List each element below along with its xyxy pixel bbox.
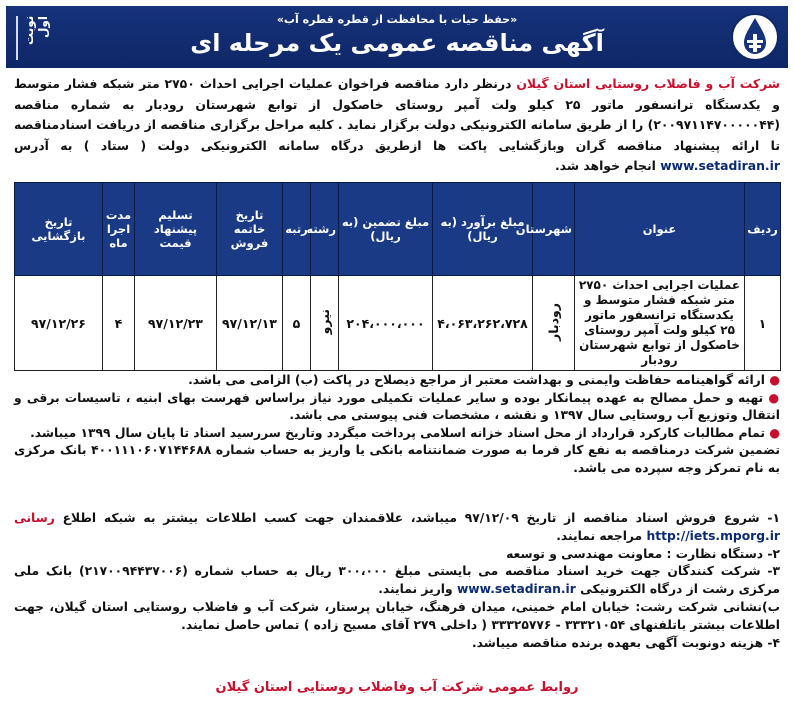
cell-field-text: نیرو [317, 308, 332, 335]
item-sale-start [14, 510, 780, 546]
slogan: «حفظ حیات با محافظت از قطره قطره آب» [276, 13, 518, 26]
intro-tail: انجام خواهد شد. [554, 158, 661, 173]
list-item-text: تمام مطالبات کارکرد قرارداد از محل اسناد خزانه اسلامی پرداخت میگردد وتاریخ سررسید اسناد تا پایان سال ۱۳۹۹ میباشد. [30, 425, 765, 440]
cell-subject: عملیات اجرایی احداث ۲۷۵۰ متر شبکه فشار متوسط و یکدستگاه ترانسفور ماتور ۲۵ کیلو ولت آمپر روستای خاصکول از توابع شهرستان رودبار [575, 276, 745, 371]
item-purchase-tail: واریز نمایند. [378, 582, 457, 597]
list-item-text: ارائه گواهینامه حفاظت وایمنی و بهداشت معتبر از مراجع ذیصلاح در پاکت (ب) الزامی می باشد. [188, 373, 765, 387]
intro-body: درنظر دارد مناقصه فراخوان عملیات اجرایی احداث ۲۷۵۰ متر شبکه فشار متوسط و یکدستگاه ترانسفور ماتور ۲۵ کیلو ولت آمپر روستای خاصکول از توابع شهرستان رودبار به شماره مناقصه (۲۰۰۹۷۱۱۴۷۰۰۰۰۰۴۴) را از طریق سامانه الکترونیکی دولت برگزار نماید . کلیه مراحل برگزاری مناقصه از دریافت اسنادمناقصه تا ارائه پیشنهاد مناقصه گران وبازگشایی پاکت ها ازطریق درگاه سامانه الکترونیکی دولت ( ستاد ) به آدرس [14, 76, 780, 153]
col-header-opening: تاریخ بازگشایی [15, 183, 103, 276]
bullet-icon: ● [764, 373, 780, 387]
cell-grade: ۵ [283, 276, 311, 371]
list-item [14, 425, 780, 443]
page-title: آگهی مناقصه عمومی یک مرحله ای [190, 29, 604, 57]
cell-estimate: ۴،۰۶۳،۲۶۲،۷۲۸ [433, 276, 533, 371]
setad-link[interactable]: www.setadiran.ir [456, 582, 576, 597]
list-item-text: تهیه و حمل مصالح به عهده پیمانکار بوده و سایر عملیات تکمیلی مورد نیاز براساس فهرست بهای ابنیه ، تاسیسات برقی و انتقال وتوزیع آب روستایی سال ۱۳۹۷ و نقشه ، مشخصات فنی پیوستی می باشد. [14, 390, 780, 422]
col-header-index: ردیف [745, 183, 781, 276]
item-sale-start-red: رسانی [14, 511, 55, 525]
tender-table [14, 182, 781, 371]
round-badge [16, 16, 54, 60]
col-header-field: رشته [311, 183, 339, 276]
setad-site-link[interactable]: www.setadiran.ir [660, 158, 780, 173]
list-item [14, 372, 780, 390]
col-header-sale-end: تاریخ خاتمه فروش [217, 183, 283, 276]
cell-duration: ۴ [103, 276, 135, 371]
col-header-grade: رتبه [283, 183, 311, 276]
numbered-items [14, 510, 780, 652]
col-header-estimate: مبلغ برآورد (به ریال) [433, 183, 533, 276]
list-item [14, 390, 780, 425]
cell-sale-end: ۹۷/۱۲/۱۳ [217, 276, 283, 371]
cell-opening: ۹۷/۱۲/۲۶ [15, 276, 103, 371]
item-purchase [14, 563, 780, 599]
table-row [15, 276, 781, 371]
col-header-bid-submit: تسلیم پیشنهاد قیمت [135, 183, 217, 276]
item-ad-cost: ۴- هزینه دونوبت آگهی بعهده برنده مناقصه میباشد. [472, 635, 780, 650]
conditions-list [14, 372, 780, 477]
cell-guarantee: ۲۰۴،۰۰۰،۰۰۰ [339, 276, 433, 371]
organization-name: شرکت آب و فاضلاب روستایی استان گیلان [516, 76, 780, 91]
item-sale-start-tail: مراجعه نمایند. [556, 528, 647, 543]
intro-paragraph [14, 74, 780, 177]
bullet-icon: ● [763, 390, 780, 405]
col-header-guarantee: مبلغ تضمین (به ریال) [339, 183, 433, 276]
guarantee-note: تضمین شرکت درمناقصه به نفع کار فرما به صورت ضمانتنامه بانکی یا واریز به حساب شماره ۴۰۰۱۱۱۰۶۰۷۱۴۴۶۸۸ بانک مرکزی به نام تمرکز وجه سپرده می باشد. [14, 443, 780, 475]
cell-city [533, 276, 575, 371]
cell-bid-submit: ۹۷/۱۲/۲۳ [135, 276, 217, 371]
item-purchase-text: ۳- شرکت کنندگان جهت خرید اسناد مناقصه می بایستی مبلغ ۳۰۰،۰۰۰ ریال به حساب شماره (۲۱۷۰۰۹۴۴۳۷۰۰۶) بانک ملی مرکزی رشت از درگاه الکترونیکی [14, 564, 780, 597]
header-banner [6, 6, 788, 68]
cell-field [311, 276, 339, 371]
item-address: ب)نشانی شرکت رشت: خیابان امام خمینی، میدان فرهنگ، خیابان پرستار، شرکت آب و فاضلاب روستایی استان گیلان، جهت اطلاعات بیشتر باتلفنهای ۳۳۳۲۱۰۵۴ - ۳۳۳۲۵۷۷۶ ( داخلی ۲۷۹ آقای مسیح زاده ) تماس حاصل نمایند. [14, 599, 780, 632]
item-sale-start-text: ۱- شروع فروش اسناد مناقصه از تاریخ ۹۷/۱۲/۰۹ میباشد، علاقمندان جهت کسب اطلاعات بیشتر به شبکه اطلاع [54, 511, 781, 525]
col-header-duration: مدت اجرا ماه [103, 183, 135, 276]
table-header-row [15, 183, 781, 276]
item-supervision: ۲- دستگاه نظارت : معاونت مهندسی و توسعه [506, 546, 780, 561]
col-header-subject: عنوان [575, 183, 745, 276]
cell-city-text: رودبار [546, 302, 561, 341]
round-badge-label: نوبت اول [22, 16, 50, 46]
bullet-icon: ● [764, 425, 780, 440]
cell-index: ۱ [745, 276, 781, 371]
col-header-city: شهرستان [533, 183, 575, 276]
iets-link[interactable]: http://iets.mporg.ir [646, 528, 780, 543]
footer-signature: روابط عمومی شرکت آب وفاضلاب روستایی استان گیلان [215, 680, 579, 695]
